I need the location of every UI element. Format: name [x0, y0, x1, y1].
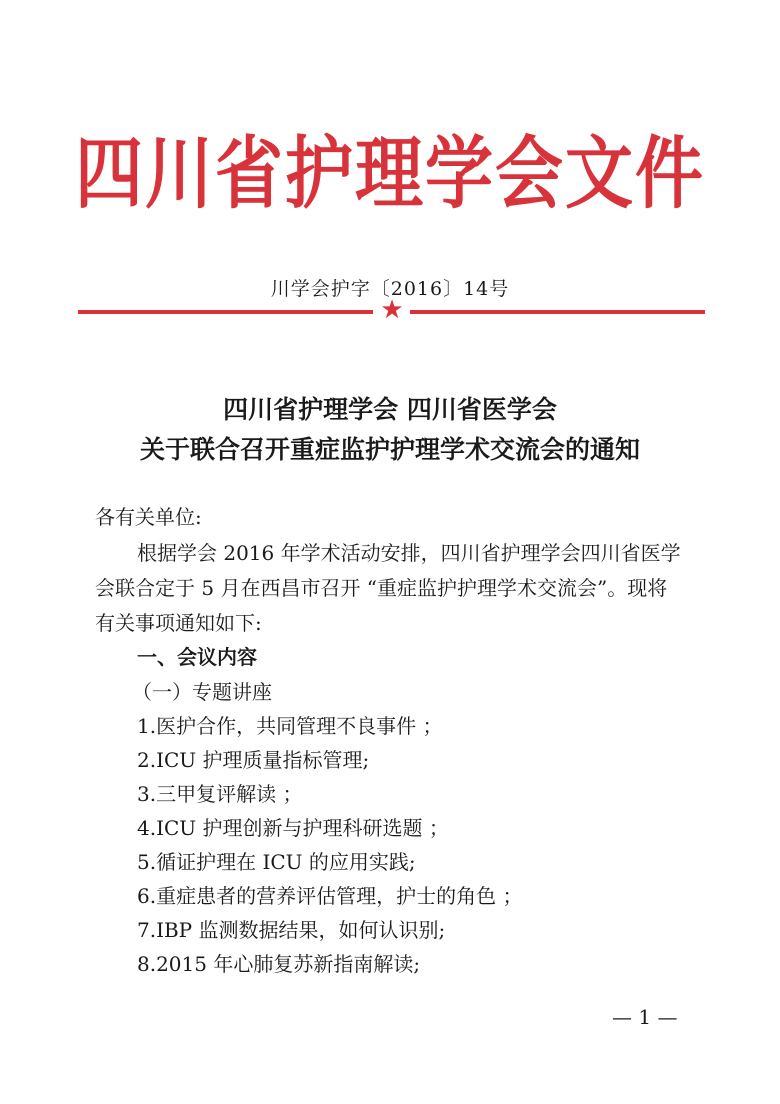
list-item: 6.重症患者的营养评估管理，护士的角色 ；	[137, 884, 523, 908]
list-item: 8.2015 年心肺复苏新指南解读;	[137, 952, 421, 976]
list-item: 2.ICU 护理质量指标管理;	[137, 748, 370, 772]
section-heading: 一、会议内容	[137, 645, 257, 669]
paragraph-line: 根据学会 2016 年学术活动安排，四川省护理学会四川省医学	[137, 541, 681, 565]
document-number: 川学会护字〔2016〕14号	[270, 278, 510, 300]
red-rule-left	[78, 310, 373, 314]
notice-title-line-2: 关于联合召开重症监护护理学术交流会的通知	[139, 435, 640, 464]
list-item: 7.IBP 监测数据结果，如何认识别;	[137, 918, 446, 942]
notice-title-line-1: 四川省护理学会 四川省医学会	[223, 395, 557, 424]
red-rule-right	[410, 310, 705, 314]
list-item: 1.医护合作，共同管理不良事件 ；	[137, 714, 443, 738]
list-item: 3.三甲复评解读 ；	[137, 782, 303, 806]
paragraph-line: 有关事项通知如下:	[95, 611, 262, 635]
page-number: — 1 —	[612, 1005, 678, 1029]
paragraph-line: 会联合定于 5 月在西昌市召开 “重症监护护理学术交流会”。现将	[95, 576, 668, 600]
subsection-heading: （一）专题讲座	[132, 680, 272, 704]
salutation: 各有关单位:	[95, 505, 202, 529]
star-icon: ★	[380, 295, 404, 325]
masthead-title: 四川省护理学会文件	[74, 128, 705, 221]
list-item: 5.循证护理在 ICU 的应用实践;	[137, 850, 416, 874]
list-item: 4.ICU 护理创新与护理科研选题 ；	[137, 816, 449, 840]
